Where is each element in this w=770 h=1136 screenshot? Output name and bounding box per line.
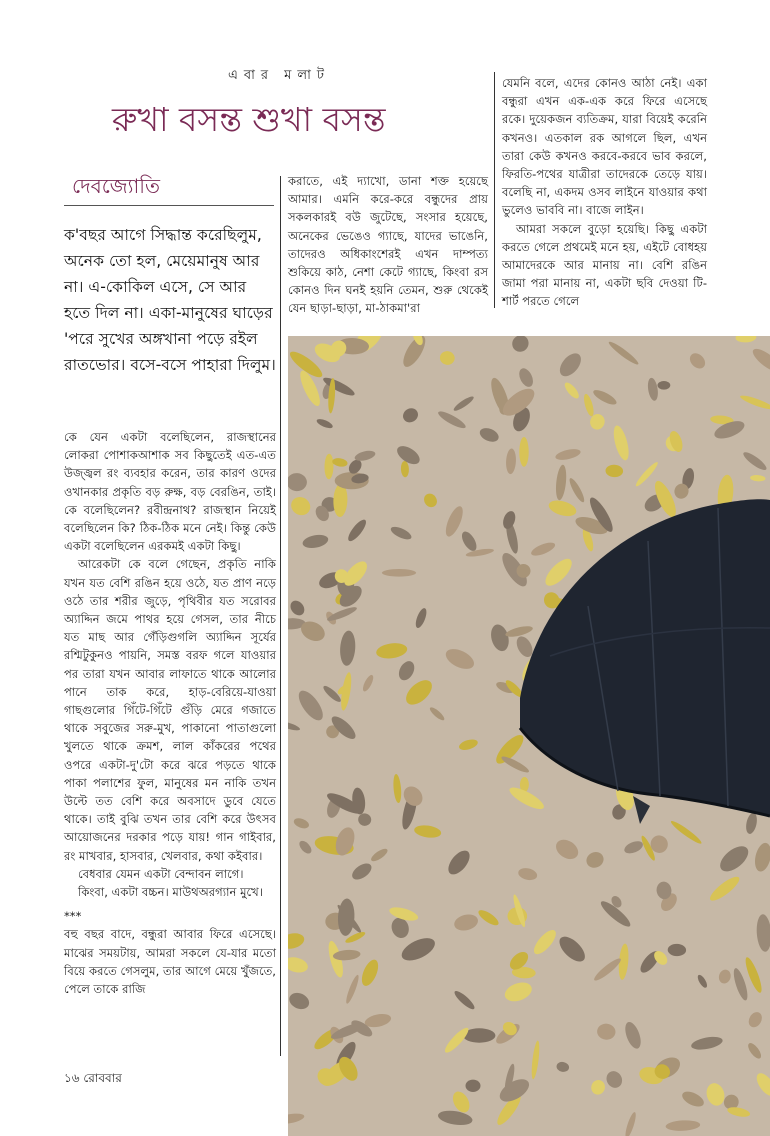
column-divider [280, 176, 281, 1056]
leaf [466, 1080, 481, 1092]
lead-paragraph: ক'বছর আগে সিদ্ধান্ত করেছিলুম, অনেক তো হল, মেয়েমানুষ আর না। এ-কোকিল এসে, সে আর হতে দিল না। একা-মানুষের ঘাড়ের 'পরে সুখের অঙ্গখানা পড়ে রইল রাতভোর। বসে-বসে পাহারা দিলুম। [64, 226, 276, 374]
paragraph: যেমনি বলে, এদের কোনও আঠা নেই। একা বন্ধুরা এখন এক-এক করে ফিরে এসেছে রকে। দুয়েকজন ব্যতিক্রম, যারা বিয়েই করেনি কখনও। এতকাল রক আগলে ছিল, এখন তারা কেউ কখনও করবে-করবে ভাব করলে, ফিরতি-পথের যাত্রীরা তাদেরকে তেড়ে যায়। বলেছি না, একদম ওসব লাইনে যাওয়ার কথা ভুলেও ভাববি না। বাজে লাইন। [502, 76, 707, 218]
umbrella-photo [288, 336, 770, 1136]
page-footer: ১৬ রোববার [64, 1071, 122, 1085]
leaf [519, 437, 528, 467]
paragraph: আমরা সকলে বুড়ো হয়েছি। কিছু একটা করতে গেলে প্রথমেই মনে হয়, এইটে বোধহয় আমাদেরকে আর মানায় না। বেশি রঙিন জামা পরা মানায় না, একটা ছবি দেওয়া টি-শার্ট পরতে গেলে [502, 221, 707, 309]
column-1 [64, 428, 276, 998]
section-separator: *** [64, 909, 82, 924]
kicker: এবার মলাট [228, 68, 330, 83]
paragraph: আরেকটা কে বলে গেছেন, প্রকৃতি নাকি যখন যত বেশি রঙিন হয়ে ওঠে, যত প্রাণ নড়ে ওঠে তার শরীর জুড়ে, পৃথিবীর যত সরোবর অ্যাদ্দিন জমে পাথর হয়ে গেসল, তার নীচে যত মাছ আর গেঁড়িগুগলি অ্যাদ্দিন সূর্যের রশ্মিটুকুনও পায়নি, সমস্ত বরফ গলে যাওয়ার পর তারা যখন আবার লাফাতে থাকে আলোর পানে তাক করে, হাড়-বেরিয়ে-যাওয়া গাছগুলোর গিঁটে-গিঁটে গুঁড়ি মেরে গজাতে থাকে সবুজের সরু-মুখ, পাকানো পাতাগুলো খুলতে থাকে ক্রমশ, লাল কাঁকরের পথের ওপরে একটা-দু'টো করে ঝরে পড়তে থাকে পাকা পলাশের ফুল, মানুষের মন নাকি তখন উল্টে তত বেশি করে অবসাদে ডুবে যেতে থাকে। তাই বুঝি তখন তার বেশি করে উৎসব আয়োজনের দরকার পড়ে যায়! গান গাইবার, রং মাখবার, হাসবার, খেলবার, কথা কইবার। [64, 557, 276, 863]
leaf [382, 569, 416, 577]
paragraph: কে যেন একটা বলেছিলেন, রাজস্থানের লোকরা পোশাকআশাক সব কিছুতেই এত-এত উজ্জ্বল রং ব্যবহার করেন, তার কারণ ওদের ওখানকার প্রকৃতি বড় রুক্ষ, বড় বেরঙিন, তাই। কে বলেছিলেন? রবীন্দ্রনাথ? রাজস্থান নিয়েই বলেছিলেন কি? ঠিক-ঠিক মনে নেই। কিন্তু কেউ একটা বলেছিলেন এরকমই একটা কিছু। [64, 430, 276, 554]
paragraph: কিংবা, একটা বচ্চন। মাউথঅরগ্যান মুখে। [78, 885, 263, 900]
paragraph: বেধবার যেমন একটা বেন্দাবন লাগে। [78, 866, 244, 881]
byline: দেবজ্যোতি [72, 174, 161, 198]
page-title: রুখা বসন্ত শুখা বসন্ত [112, 100, 386, 139]
paragraph: করাতে, এই দ্যাখো, ডানা শক্ত হয়েছে আমার। এমনি করে-করে বন্ধুদের প্রায় সকলকারই বউ জুটেছে, সংসার হয়েছে, অনেকের ভেঙেও গ্যাছে, যাদের ভাঙেনি, তাদেরও অধিকাংশেরই এখন দাম্পত্য শুকিয়ে কাঠ, নেশা কেটে গ্যাছে, কিংবা রস কোনও দিন ঘনই হয়নি তেমন, শুরু থেকেই যেন ছাড়া-ছাড়া, মা-ঠাকমা'রা [288, 174, 488, 316]
column-2 [288, 172, 488, 318]
leaf [658, 381, 671, 390]
paragraph: বহু বছর বাদে, বন্ধুরা আবার ফিরে এসেছে। মাঝের সময়টায়, আমরা সকলে যে-যার মতো বিয়ে করতে গেসলুম, তার আগে মেয়ে খুঁজতে, পেলে তাকে রাজি [64, 927, 276, 997]
byline-divider [64, 205, 274, 206]
column-divider [494, 72, 495, 308]
column-3 [502, 74, 707, 311]
